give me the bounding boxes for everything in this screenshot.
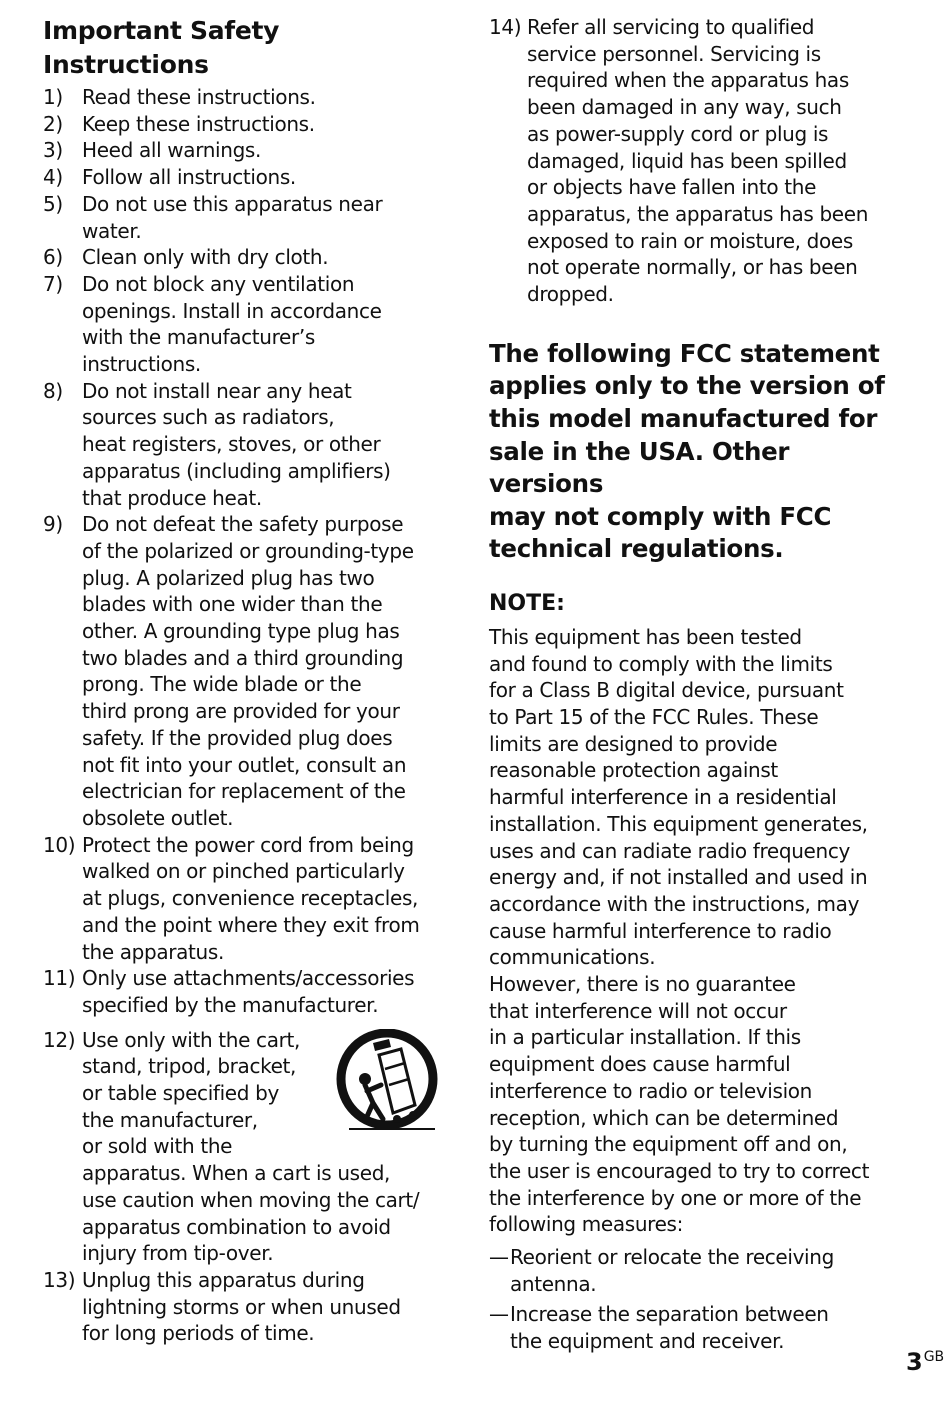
left-column	[43, 14, 443, 1347]
instruction-item-13	[43, 1267, 443, 1347]
instruction-item-9	[43, 511, 443, 831]
instruction-item-10	[43, 832, 443, 966]
instruction-item-6	[43, 244, 443, 271]
instruction-item-12-wrapper	[43, 1027, 443, 1267]
item-text: Read these instructions.	[82, 85, 316, 109]
right-column	[489, 14, 909, 1355]
dash-bullet: —	[489, 1245, 509, 1270]
item-text: Protect the power cord from being walked on or pinched particularly at plugs, convenience receptacles, and the point where they exit from the apparatus.	[82, 832, 420, 964]
instruction-item-4	[43, 164, 443, 191]
item-number: 11)	[43, 966, 76, 991]
item-number: 2)	[43, 111, 63, 136]
fcc-statement-heading: The following FCC statement applies only to the version of this model manufactured for sale in the USA. Other versions may not comply with FCC technical regulations.	[489, 338, 885, 564]
note-heading: NOTE:	[489, 590, 565, 616]
page-number-suffix: GB	[923, 1349, 945, 1365]
item-number: 9)	[43, 512, 63, 537]
instruction-item-11	[43, 965, 443, 1018]
item-number: 7)	[43, 271, 63, 296]
measure-item-1	[489, 1244, 909, 1297]
safety-instructions-heading: Important Safety Instructions	[43, 16, 280, 79]
item-number: 10)	[43, 832, 76, 857]
item-number: 3)	[43, 138, 63, 163]
item-text: Do not block any ventilation openings. Install in accordance with the manufacturer’s instructions.	[82, 271, 382, 377]
instruction-item-14	[489, 14, 909, 308]
fcc-compliance-paragraph: This equipment has been tested and found to comply with the limits for a Class B digital device, pursuant to Part 15 of the FCC Rules. These limits are designed to provide reasonable protection against harmful interference in a residential installation. This equipment generates, uses and can radiate radio frequency energy and, if not installed and used in accordance with the instructions, may cause harmful interference to radio communications.	[489, 624, 868, 970]
item-number: 13)	[43, 1267, 76, 1292]
item-text: Unplug this apparatus during lightning storms or when unused for long periods of time.	[82, 1267, 401, 1346]
instruction-item-2	[43, 111, 443, 138]
item-number: 4)	[43, 165, 63, 190]
page-number-value: 3	[906, 1348, 923, 1376]
item-text: Refer all servicing to qualified service personnel. Servicing is required when the apparatus has been damaged in any way, such as power-supply cord or plug is damaged, liquid has been spilled or objects have fallen into the apparatus, the apparatus has been exposed to rain or moisture, does not operate normally, or has been dropped.	[527, 15, 869, 307]
item-number: 1)	[43, 85, 63, 109]
item-number: 8)	[43, 378, 63, 403]
dash-bullet: —	[489, 1302, 509, 1327]
item-number: 14)	[489, 15, 522, 39]
item-text: Heed all warnings.	[82, 138, 261, 163]
cart-tip-over-warning-icon	[335, 1029, 439, 1133]
item-text: Clean only with dry cloth.	[82, 245, 329, 270]
measure-text: Reorient or relocate the receiving antenna.	[510, 1245, 834, 1296]
measure-text: Increase the separation between the equipment and receiver.	[510, 1302, 829, 1354]
interference-paragraph: However, there is no guarantee that interference will not occur in a particular installation. If this equipment does cause harmful interference to radio or television reception, which can be determined by turning the equipment off and on, the user is encouraged to try to correct the interference by one or more of the following measures:	[489, 972, 870, 1237]
item-number: 12)	[43, 1027, 76, 1052]
item-text: Use only with the cart, stand, tripod, bracket, or table specified by the manufacturer, or sold with the apparatus. When a cart is used, use caution when moving the cart/ apparatus combination to avoid injury from tip-over.	[82, 1027, 420, 1266]
item-text: Do not install near any heat sources such as radiators, heat registers, stoves, or other apparatus (including amplifiers) that produce heat.	[82, 378, 391, 510]
page-number	[906, 1342, 944, 1377]
item-text: Keep these instructions.	[82, 111, 315, 136]
item-text: Do not use this apparatus near water.	[82, 191, 383, 243]
item-number: 5)	[43, 191, 63, 216]
item-number: 6)	[43, 245, 63, 270]
item-text: Only use attachments/accessories specified by the manufacturer.	[82, 966, 415, 1017]
instruction-item-7	[43, 271, 443, 378]
instruction-item-3	[43, 137, 443, 164]
item-text: Do not defeat the safety purpose of the polarized or grounding-type plug. A polarized plug has two blades with one wider than the other. A grounding type plug has two blades and a third grounding prong. The wide blade or the third prong are provided for your safety. If the provided plug does not fit into your outlet, consult an electrician for replacement of the obsolete outlet.	[82, 512, 414, 830]
measure-item-2	[489, 1301, 909, 1354]
instruction-item-8	[43, 378, 443, 512]
item-text: Follow all instructions.	[82, 165, 296, 190]
instruction-item-1	[43, 84, 443, 111]
instruction-item-5	[43, 191, 443, 244]
